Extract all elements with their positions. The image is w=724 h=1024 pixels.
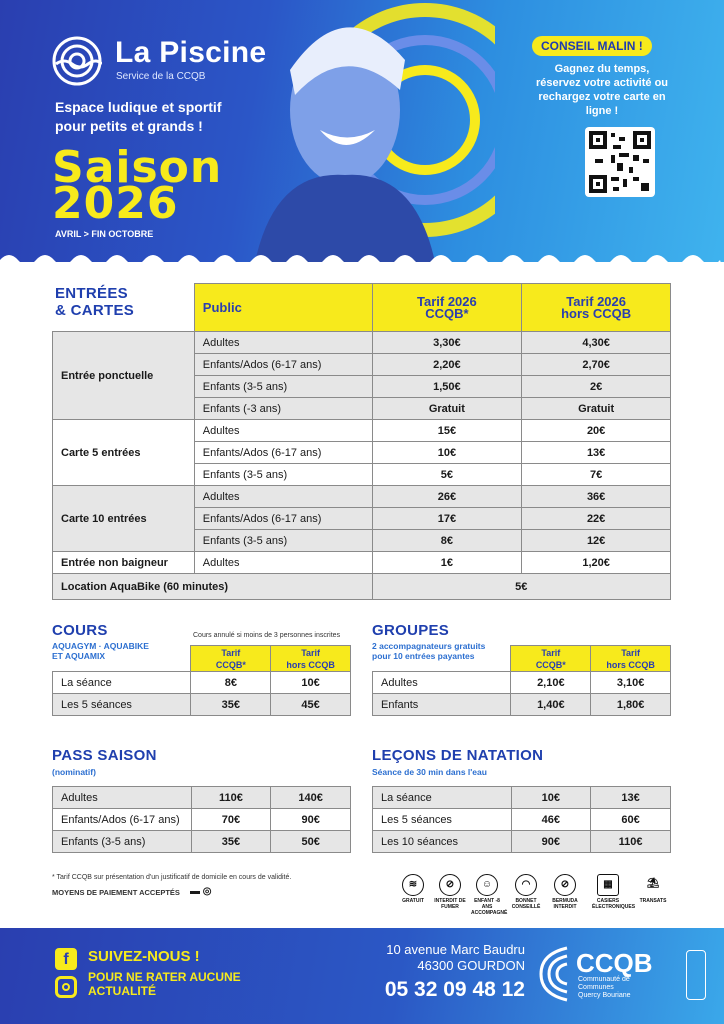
amenity-label: INTERDIT DE FUMER [434,898,466,910]
row-public: Enfants (3-5 ans) [194,464,372,486]
aquabike-label: Location AquaBike (60 minutes) [53,574,373,600]
col-tarif-hors [522,284,671,332]
lecons-title: LEÇONS DE NATATION [372,747,544,764]
row-label: Adultes [373,672,511,694]
row-public: Enfants (3-5 ans) [194,376,372,398]
row-label: Adultes [53,787,192,809]
row-tarif-ccqb: Gratuit [372,398,522,420]
group-label: Entrée non baigneur [53,552,195,574]
cours-col-hors-line-2: hors CCQB [286,659,335,670]
facebook-icon[interactable]: f [55,948,77,970]
row-tarif-ccqb: 26€ [372,486,522,508]
cours-col-ccqb-line-1: Tarif [221,647,241,658]
aquabike-price: 5€ [372,574,670,600]
row-tarif-hors: 2,70€ [522,354,671,376]
row-tarif-hors: 13€ [591,787,671,809]
row-tarif-hors: 50€ [271,831,351,853]
entrees-header-blank [53,284,195,332]
conseil-badge: CONSEIL MALIN ! [532,36,652,56]
group-label: Carte 5 entrées [53,420,195,486]
row-tarif-ccqb: 35€ [191,694,271,716]
group-label: Carte 10 entrées [53,486,195,552]
row-tarif-hors: 13€ [522,442,671,464]
table-row [53,552,671,574]
row-tarif-hors: 1,20€ [522,552,671,574]
partner-logo-icon [686,950,706,1000]
row-tarif-ccqb: 2,10€ [511,672,591,694]
cours-col-ccqb-line-2: CCQB* [215,659,246,670]
row-label: La séance [53,672,191,694]
entrees-title-line-2: & CARTES [55,302,135,319]
groupes-col-ccqb-line-2: CCQB* [535,659,566,670]
swimmer-illustration [235,0,495,262]
groupes-title: GROUPES [372,622,450,639]
amenity-item [592,874,636,910]
row-tarif-ccqb: 10€ [511,787,591,809]
row-tarif-ccqb: 110€ [191,787,271,809]
table-row [53,486,671,508]
row-tarif-ccqb: 10€ [372,442,522,464]
cours-col-hors-line-1: Tarif [301,647,321,658]
row-tarif-ccqb: 8€ [191,672,271,694]
row-tarif-hors: 1,80€ [591,694,671,716]
row-tarif-hors: 60€ [591,809,671,831]
cours-subtitle-line-2: ET AQUAMIX [52,651,106,661]
row-tarif-hors: 20€ [522,420,671,442]
groupes-subtitle-line-1: 2 accompagnateurs gratuits [372,641,486,651]
row-tarif-ccqb: 70€ [191,809,271,831]
saison-dates: AVRIL > FIN OCTOBRE [55,229,154,239]
table-row [53,672,351,694]
address [360,942,525,974]
lockers-icon: ▦ [597,874,619,896]
table-row [53,332,671,354]
amenities-row [397,874,682,918]
no-smoking-icon: ⊘ [439,874,461,896]
table-row [373,787,671,809]
cours-col-ccqb [191,646,271,672]
deckchair-icon: ⛱ [646,878,660,889]
row-tarif-hors: 2€ [522,376,671,398]
pass-table [52,786,351,853]
row-tarif-ccqb: 15€ [372,420,522,442]
row-tarif-ccqb: 46€ [511,809,591,831]
row-tarif-hors: 10€ [271,672,351,694]
pass-subtitle: (nominatif) [52,767,96,777]
cours-header-blank [53,646,191,672]
child-accompanied-icon: ☺ [476,874,498,896]
groupes-table [372,645,671,716]
row-public: Enfants (3-5 ans) [194,530,372,552]
row-tarif-hors: Gratuit [522,398,671,420]
amenity-item [397,874,429,904]
amenity-label: ENFANT -8 ANS ACCOMPAGNÉ [471,898,508,916]
col-tarif-ccqb-line-2: CCQB* [425,305,469,321]
row-tarif-ccqb: 1,50€ [372,376,522,398]
row-tarif-hors: 90€ [271,809,351,831]
col-tarif-ccqb [372,284,522,332]
table-row [373,672,671,694]
row-label: Les 5 séances [53,694,191,716]
follow-subtitle: POUR NE RATER AUCUNE ACTUALITÉ [88,970,241,998]
row-label: Enfants/Ados (6-17 ans) [53,809,192,831]
no-bermuda-icon: ⊘ [554,874,576,896]
entrees-table [52,283,671,600]
phone-number[interactable]: 05 32 09 48 12 [384,978,525,1001]
qr-code-icon [589,131,651,193]
qr-code[interactable] [585,127,655,197]
row-public: Enfants/Ados (6-17 ans) [194,442,372,464]
groupes-subtitle-line-2: pour 10 entrées payantes [372,651,475,661]
groupes-col-hors-line-1: Tarif [621,647,641,658]
groupes-header-blank [373,646,511,672]
row-tarif-hors: 110€ [591,831,671,853]
row-tarif-hors: 45€ [271,694,351,716]
col-tarif-hors-line-2: hors CCQB [561,305,632,321]
col-public: Public [194,284,372,332]
row-tarif-ccqb: 5€ [372,464,522,486]
row-tarif-ccqb: 1,40€ [511,694,591,716]
pass-title: PASS SAISON [52,747,157,764]
ccqb-subtitle: Communauté de Communes Quercy Bouriane [578,976,631,999]
row-tarif-ccqb: 17€ [372,508,522,530]
row-tarif-hors: 36€ [522,486,671,508]
amenity-label: GRATUIT [402,898,424,904]
cours-note: Cours annulé si moins de 3 personnes inscrites [193,632,341,639]
aquabike-row [53,574,671,600]
row-label: La séance [373,787,512,809]
groupes-col-ccqb [511,646,591,672]
row-public: Enfants/Ados (6-17 ans) [194,354,372,376]
lecons-table [372,786,671,853]
table-row [53,787,351,809]
col-tarif-ccqb-line-1: Tarif 2026 [417,293,477,309]
row-tarif-ccqb: 2,20€ [372,354,522,376]
brand-subtitle: Service de la CCQB [116,71,206,82]
ccqb-logo-icon [537,944,573,1004]
entrees-header-row [53,284,671,332]
table-row [373,809,671,831]
cours-table [52,645,351,716]
footnote: * Tarif CCQB sur présentation d'un justificatif de domicile en cours de validité. [52,874,292,881]
table-row [373,831,671,853]
follow-title: SUIVEZ-NOUS ! [88,948,200,965]
row-public: Adultes [194,332,372,354]
amenity-item [549,874,581,910]
payment-cards-icon: ▬ ◎ [190,886,212,897]
groupes-col-hors-line-2: hors CCQB [606,659,655,670]
groupes-col-ccqb-line-1: Tarif [541,647,561,658]
row-tarif-ccqb: 35€ [191,831,271,853]
row-tarif-hors: 7€ [522,464,671,486]
instagram-icon[interactable] [55,976,77,998]
row-tarif-hors: 22€ [522,508,671,530]
amenity-item [637,874,669,904]
tagline-line-2: pour petits et grands ! [55,118,203,134]
col-tarif-hors-line-1: Tarif 2026 [566,293,626,309]
amenity-label: TRANSATS [639,898,667,904]
amenity-item [471,874,508,916]
row-tarif-ccqb: 1€ [372,552,522,574]
saison-title [52,142,223,229]
row-label: Les 5 séances [373,809,512,831]
wifi-icon: ≋ [402,874,424,896]
row-tarif-hors: 4,30€ [522,332,671,354]
amenity-label: BONNET CONSEILLÉ [511,898,541,910]
row-label: Enfants [373,694,511,716]
brand-title: La Piscine [115,36,267,69]
row-public: Adultes [194,552,372,574]
table-row [53,694,351,716]
tagline-line-1: Espace ludique et sportif [55,99,222,115]
groupes-header-row [373,646,671,672]
amenity-label: BERMUDA INTERDIT [552,898,578,910]
cours-col-hors [271,646,351,672]
row-public: Enfants/Ados (6-17 ans) [194,508,372,530]
row-tarif-ccqb: 90€ [511,831,591,853]
lecons-subtitle: Séance de 30 min dans l'eau [372,767,487,777]
row-tarif-hors: 12€ [522,530,671,552]
table-row [53,809,351,831]
saison-word: Saison [52,142,223,193]
cours-header-row [53,646,351,672]
amenity-label: CASIERS ÉLECTRONIQUES [592,898,636,910]
address-line-1: 10 avenue Marc Baudru [386,942,525,957]
row-tarif-ccqb: 8€ [372,530,522,552]
cours-subtitle-line-1: AQUAGYM · AQUABIKE [52,641,149,651]
row-tarif-ccqb: 3,30€ [372,332,522,354]
row-tarif-hors: 140€ [271,787,351,809]
tagline [55,98,255,136]
wave-divider [0,250,724,262]
amenity-item [434,874,466,910]
groupes-col-hors [591,646,671,672]
row-tarif-hors: 3,10€ [591,672,671,694]
row-label: Les 10 séances [373,831,512,853]
cours-title: COURS [52,622,108,639]
address-line-2: 46300 GOURDON [417,958,525,973]
table-row [53,420,671,442]
swim-cap-icon: ◠ [515,874,537,896]
payment-label: MOYENS DE PAIEMENT ACCEPTÉS [52,888,180,897]
ccqb-title: CCQB [576,948,653,978]
amenity-item [510,874,542,910]
row-label: Enfants (3-5 ans) [53,831,192,853]
row-public: Adultes [194,486,372,508]
table-row [373,694,671,716]
entrees-title-line-1: ENTRÉES [55,285,128,302]
group-label: Entrée ponctuelle [53,332,195,420]
row-public: Adultes [194,420,372,442]
footer-wave-divider [0,918,724,932]
saison-year: 2026 [52,178,179,229]
piscine-logo-icon [52,36,102,86]
conseil-text: Gagnez du temps, réservez votre activité ou rechargez votre carte en ligne ! [535,63,669,117]
row-public: Enfants (-3 ans) [194,398,372,420]
table-row [53,831,351,853]
